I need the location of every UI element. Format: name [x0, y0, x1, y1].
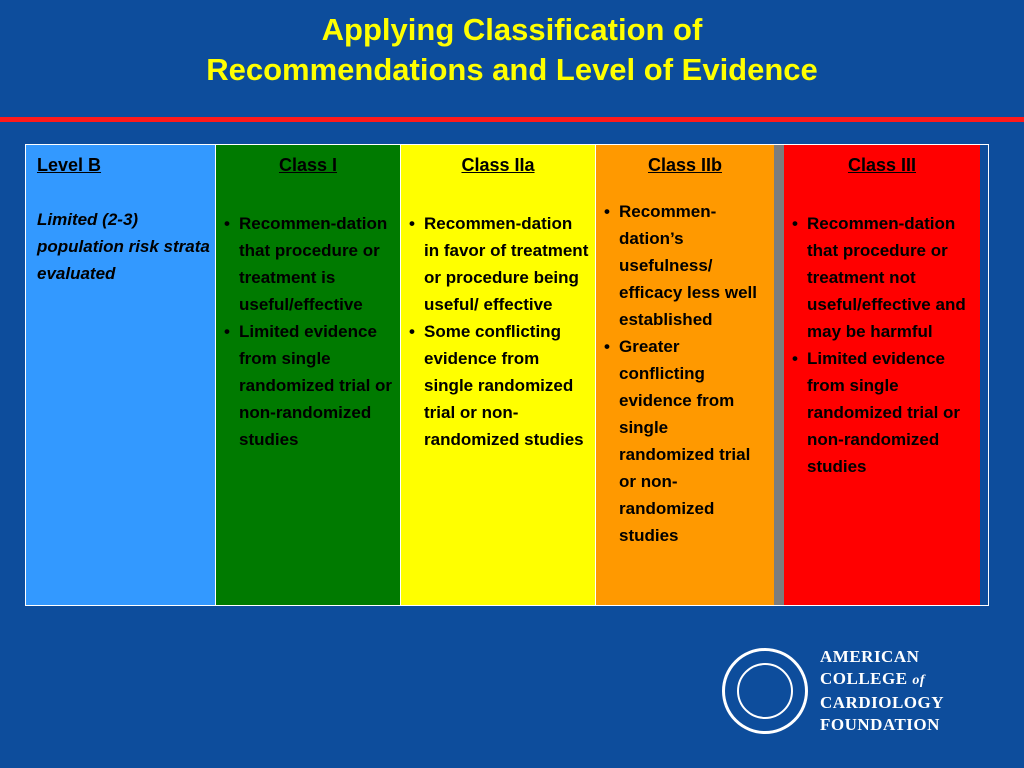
logo-wordmark — [820, 646, 944, 736]
class-iii-column — [784, 145, 980, 605]
class-iib-bullet-2: • Greater conflicting evidence from single randomized trial or non-randomized studies — [604, 333, 768, 549]
logo-line-2-a: COLLEGE — [820, 669, 908, 688]
logo-line-4: FOUNDATION — [820, 715, 940, 734]
class-i-bullets — [216, 210, 400, 453]
class-i-bullet-2: • Limited evidence from single randomized trial or non-randomized studies — [224, 318, 394, 453]
class-iib-bullet-1: • Recommen-dation’s usefulness/ efficacy less well established — [604, 198, 768, 333]
class-i-column — [216, 145, 401, 605]
class-iii-bullets — [784, 210, 980, 480]
logo-line-2 — [820, 668, 944, 692]
slide-title — [0, 10, 1024, 90]
acc-foundation-logo — [722, 646, 967, 736]
title-line-2: Recommendations and Level of Evidence — [206, 52, 818, 87]
class-i-bullet-1: • Recommen-dation that procedure or treatment is useful/effective — [224, 210, 394, 318]
class-i-heading: Class I — [278, 155, 338, 175]
class-iia-bullet-2: • Some conflicting evidence from single randomized trial or non-randomized studies — [409, 318, 589, 453]
class-iia-heading: Class IIa — [461, 155, 535, 175]
class-iia-column — [401, 145, 596, 605]
class-iib-column — [596, 145, 784, 605]
level-heading: Level B — [37, 155, 102, 175]
acc-seal-icon — [722, 648, 808, 734]
title-divider — [0, 117, 1024, 122]
class-iib-heading: Class IIb — [647, 155, 723, 175]
logo-line-2-b: of — [912, 673, 926, 688]
class-iii-bullet-1: • Recommen-dation that procedure or treatment not useful/effective and may be harmful — [792, 210, 974, 345]
class-iib-bullets — [596, 198, 774, 549]
level-description: Limited (2-3) population risk strata evaluated — [37, 210, 210, 283]
seal-inner-ring — [737, 663, 793, 719]
logo-line-3: CARDIOLOGY — [820, 693, 945, 712]
title-line-1: Applying Classification of — [321, 12, 703, 47]
level-column — [26, 145, 216, 605]
classification-table — [25, 144, 989, 606]
logo-line-1: AMERICAN — [820, 647, 920, 666]
class-iia-bullet-1: • Recommen-dation in favor of treatment or procedure being useful/ effective — [409, 210, 589, 318]
class-iia-bullets — [401, 210, 595, 453]
class-iii-heading: Class III — [847, 155, 917, 175]
class-iii-bullet-2: • Limited evidence from single randomized trial or non-randomized studies — [792, 345, 974, 480]
